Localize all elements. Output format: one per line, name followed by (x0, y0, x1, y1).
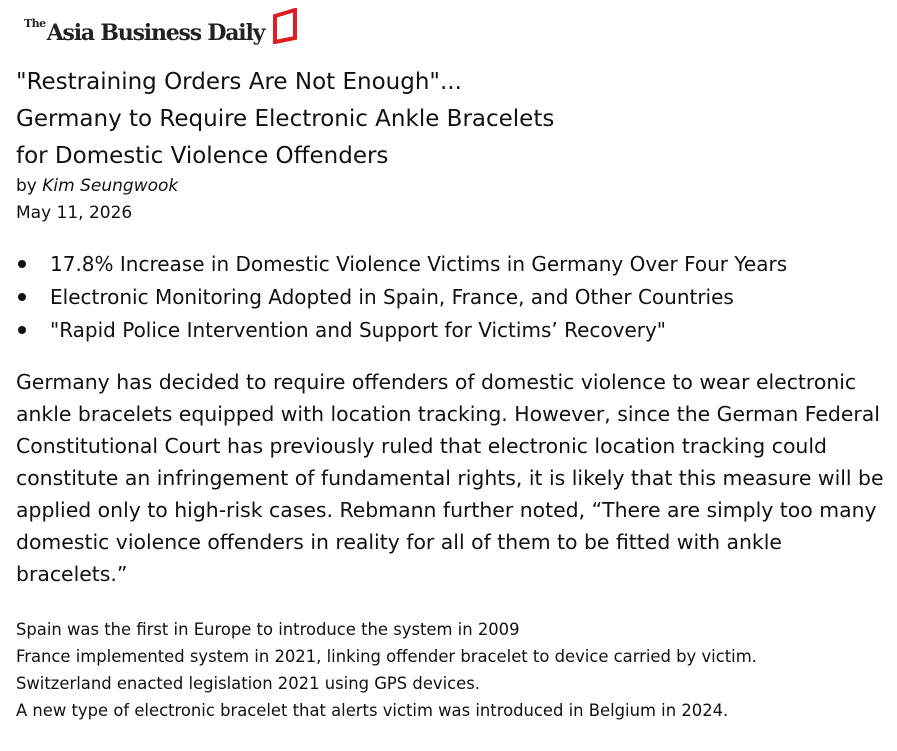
brand-prefix: The (24, 17, 46, 30)
bullet-icon (18, 293, 26, 301)
bullet-icon (18, 260, 26, 268)
brand-logo-icon (272, 8, 298, 44)
highlight-item (16, 248, 886, 281)
note-item: Switzerland enacted legislation 2021 using GPS devices. (16, 674, 481, 693)
masthead (24, 6, 298, 50)
note-item: A new type of electronic bracelet that alerts victim was introduced in Belgium in 2024. (16, 701, 729, 720)
byline (16, 174, 178, 199)
author-name[interactable]: Kim Seungwook (42, 176, 179, 196)
byline-prefix: by (16, 176, 37, 196)
article-body: Germany has decided to require offenders of domestic violence to wear electronic ankle bracelets equipped with location tracking. However, since the German Federal Constitutional Court has previously ruled that electronic location tracking could constitute an infringement of fundamental rights, it is likely that this measure will be applied only to high-risk cases. Rebmann further noted, “There are simply too many domestic violence offenders in reality for all of them to be fitted with ankle bracelets.” (16, 370, 884, 586)
note-item: France implemented system in 2021, linking offender bracelet to device carried by victim. (16, 647, 757, 666)
bullet-icon (18, 326, 26, 334)
publish-date: May 11, 2026 (16, 203, 133, 223)
headline-line: "Restraining Orders Are Not Enough"... (16, 69, 462, 95)
brand-name[interactable]: Asia Business Daily (46, 20, 265, 46)
note-item: Spain was the first in Europe to introduce the system in 2009 (16, 620, 520, 639)
highlights-list (16, 248, 886, 347)
highlight-item (16, 314, 886, 347)
headline-line: Germany to Require Electronic Ankle Bracelets (16, 106, 555, 132)
highlight-text: 17.8% Increase in Domestic Violence Victims in Germany Over Four Years (50, 252, 788, 276)
country-notes (16, 616, 886, 724)
highlight-item (16, 281, 886, 314)
headline-line: for Domestic Violence Offenders (16, 143, 389, 169)
highlight-text: "Rapid Police Intervention and Support for Victims’ Recovery" (50, 318, 667, 342)
highlight-text: Electronic Monitoring Adopted in Spain, France, and Other Countries (50, 285, 734, 309)
article-headline (16, 64, 876, 175)
